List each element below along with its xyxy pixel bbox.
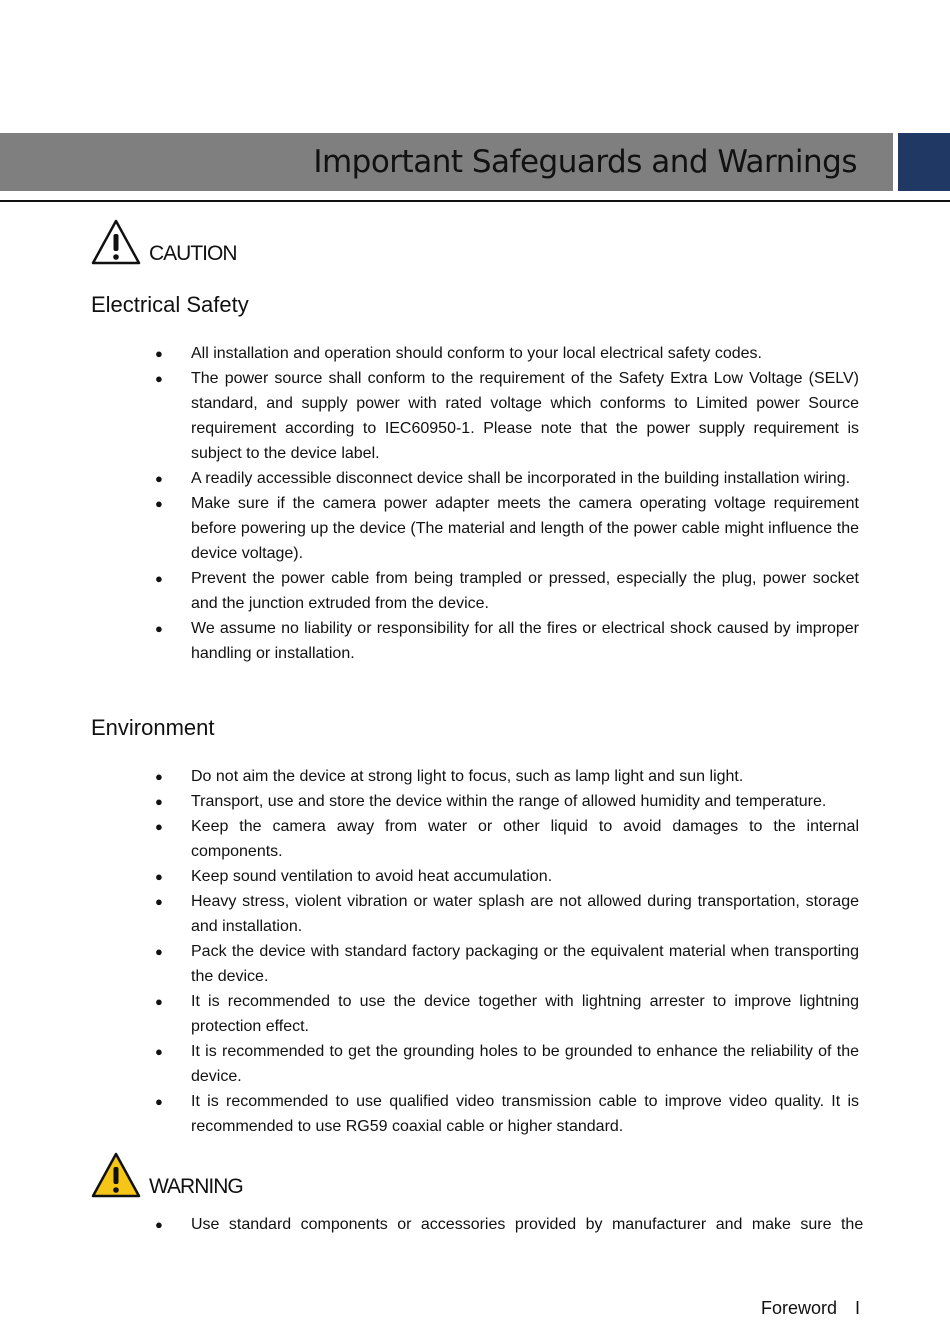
bullet-icon: ●: [155, 1217, 163, 1232]
list-item: ● We assume no liability or responsibility for all the fires or electrical shock caused by improper handling or installation.: [155, 616, 859, 666]
list-item: ● Heavy stress, violent vibration or water splash are not allowed during transportation, storage and installation.: [155, 889, 859, 939]
bullet-icon: ●: [155, 346, 163, 361]
electrical-safety-heading: Electrical Safety: [91, 292, 249, 317]
bullet-icon: ●: [155, 944, 163, 959]
warning-list: [155, 1212, 864, 1237]
list-item: ● It is recommended to get the grounding holes to be grounded to enhance the reliability of the device.: [155, 1039, 859, 1089]
environment-heading: Environment: [91, 715, 215, 740]
bullet-icon: ●: [155, 794, 163, 809]
page-footer: [761, 1298, 860, 1319]
bullet-icon: ●: [155, 496, 163, 511]
environment-list: [155, 764, 859, 1139]
bullet-icon: ●: [155, 471, 163, 486]
electrical-safety-list: [155, 341, 859, 666]
header-rule: [0, 200, 950, 202]
caution-icon: [90, 218, 142, 266]
list-item: ● Transport, use and store the device within the range of allowed humidity and temperature.: [155, 789, 859, 814]
list-item: ● Use standard components or accessories provided by manufacturer and make sure the: [155, 1212, 859, 1237]
list-item: ● Do not aim the device at strong light to focus, such as lamp light and sun light.: [155, 764, 859, 789]
title-banner: [0, 133, 893, 191]
bullet-icon: ●: [155, 371, 163, 386]
page-title: Important Safeguards and Warnings: [313, 144, 857, 180]
list-item: ● All installation and operation should conform to your local electrical safety codes.: [155, 341, 859, 366]
bullet-icon: ●: [155, 769, 163, 784]
list-item: ● A readily accessible disconnect device shall be incorporated in the building installation wiring.: [155, 466, 859, 491]
bullet-icon: ●: [155, 994, 163, 1009]
warning-label: WARNING: [149, 1175, 243, 1198]
caution-label: CAUTION: [149, 242, 237, 265]
bullet-icon: ●: [155, 621, 163, 636]
list-item: ● The power source shall conform to the requirement of the Safety Extra Low Voltage (SELV) standard, and supply power with rated voltage which conforms to Limited power Source requirement according to IEC60950-1. Please note that the power supply requirement is subject to the device label.: [155, 366, 859, 466]
list-item: ● It is recommended to use the device together with lightning arrester to improve lightning protection effect.: [155, 989, 859, 1039]
bullet-icon: ●: [155, 819, 163, 834]
list-item: ● It is recommended to use qualified video transmission cable to improve video quality. It is recommended to use RG59 coaxial cable or higher standard.: [155, 1089, 859, 1139]
bullet-icon: ●: [155, 894, 163, 909]
caution-notice: [90, 218, 290, 268]
bullet-icon: ●: [155, 571, 163, 586]
bullet-icon: ●: [155, 869, 163, 884]
list-item: ● Make sure if the camera power adapter meets the camera operating voltage requirement before powering up the device (The material and length of the power cable might influence the device voltage).: [155, 491, 859, 566]
list-item: ● Keep sound ventilation to avoid heat accumulation.: [155, 864, 859, 889]
page-number: I: [854, 1298, 860, 1318]
list-item: ● Prevent the power cable from being trampled or pressed, especially the plug, power socket and the junction extruded from the device.: [155, 566, 859, 616]
list-item: ● Keep the camera away from water or other liquid to avoid damages to the internal components.: [155, 814, 859, 864]
warning-icon: [90, 1151, 142, 1199]
warning-notice: [90, 1151, 290, 1201]
bullet-icon: ●: [155, 1044, 163, 1059]
list-item: ● Pack the device with standard factory packaging or the equivalent material when transporting the device.: [155, 939, 859, 989]
bullet-icon: ●: [155, 1094, 163, 1109]
accent-block: [898, 133, 950, 191]
footer-section: Foreword: [760, 1298, 837, 1318]
